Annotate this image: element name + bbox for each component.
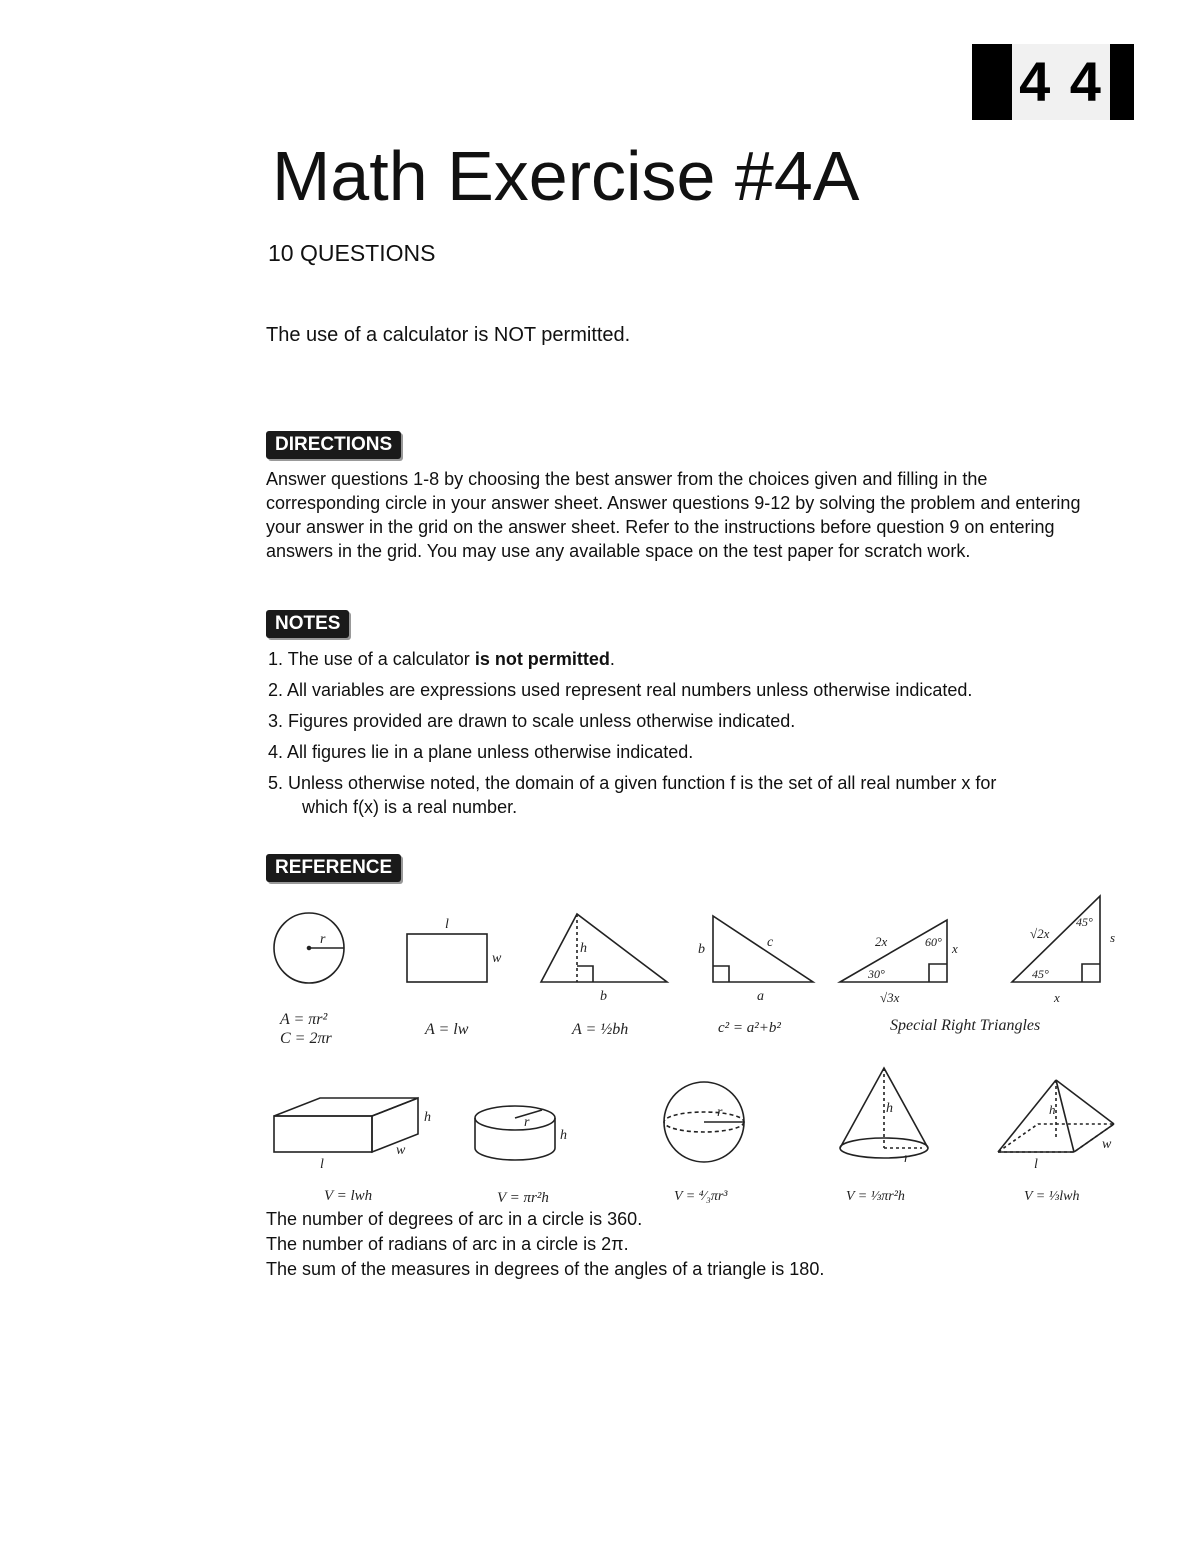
triangle-area-formula: A = ½bh: [572, 1021, 629, 1038]
tri454590-label-x: x: [1054, 990, 1060, 1005]
triangle-30-60-90-figure: [840, 920, 947, 982]
tri306090-label-30: 30°: [868, 967, 885, 981]
box-volume-formula: V = lwh: [324, 1188, 373, 1204]
tri454590-label-root2x: √2x: [1030, 926, 1050, 941]
special-right-triangles-caption: Special Right Triangles: [890, 1017, 1041, 1034]
notes-list: [268, 647, 1098, 826]
cone-volume-formula: V = ⅓πr²h: [846, 1189, 905, 1204]
rect-label-l: l: [445, 917, 449, 932]
tri306090-label-x: x: [952, 941, 958, 956]
note-number: 4.: [268, 742, 284, 762]
pyramid-label-w: w: [1102, 1137, 1112, 1152]
right-tri-label-a: a: [757, 989, 764, 1004]
cone-label-h: h: [886, 1101, 893, 1116]
cylinder-figure: [475, 1106, 555, 1160]
note-text: Unless otherwise noted, the domain of a given function f is the set of all real number x for: [288, 773, 997, 793]
tri306090-label-60: 60°: [925, 935, 942, 949]
note-text: The use of a calculator: [287, 649, 475, 669]
circle-figure: [274, 913, 344, 983]
box-label-w: w: [396, 1143, 406, 1158]
pyramid-figure: [998, 1080, 1114, 1152]
notes-label: NOTES: [266, 610, 349, 638]
note-text: All figures lie in a plane unless otherwise indicated.: [287, 742, 694, 762]
fact-triangle-sum: The sum of the measures in degrees of the angles of a triangle is 180.: [266, 1259, 825, 1279]
pyramid-volume-formula: V = ⅓lwh: [1024, 1189, 1080, 1204]
rectangle-figure: [407, 934, 487, 982]
note-text: All variables are expressions used represent real numbers unless otherwise indicated.: [287, 680, 973, 700]
page-title: Math Exercise #4A: [272, 137, 860, 215]
calculator-note: The use of a calculator is NOT permitted.: [266, 324, 631, 346]
triangle-45-45-90-figure: [1012, 896, 1100, 982]
tri454590-label-s: s: [1110, 930, 1116, 945]
directions-label: DIRECTIONS: [266, 431, 401, 459]
tab-bar-right: [1110, 44, 1134, 120]
tri454590-label-45-top: 45°: [1076, 915, 1093, 929]
circle-circumference-formula: C = 2πr: [280, 1030, 332, 1047]
note-tail: .: [609, 649, 615, 669]
sphere-label-r: r: [717, 1105, 723, 1120]
directions-text: Answer questions 1-8 by choosing the best answer from the choices given and filling in the corresponding circle in your answer sheet. Answer questions 9-12 by solving the problem and entering your answer in the grid on the answer sheet. Refer to the instructions before question 9 on entering answers in the grid. You may use any available space on the test paper for scratch work.: [266, 469, 1081, 561]
note-number: 2.: [268, 680, 284, 700]
page-number-tab: [972, 44, 1134, 120]
cylinder-label-h: h: [560, 1128, 567, 1143]
note-number: 3.: [268, 711, 284, 731]
pyramid-label-h: h: [1049, 1102, 1056, 1117]
pythagorean-formula: c² = a²+b²: [718, 1020, 781, 1036]
reference-label: REFERENCE: [266, 854, 401, 882]
note-text: Figures provided are drawn to scale unless otherwise indicated.: [288, 711, 796, 731]
fact-radians: The number of radians of arc in a circle is 2π.: [266, 1234, 629, 1254]
right-tri-label-c: c: [767, 935, 774, 950]
triangle-label-b: b: [600, 989, 607, 1004]
circle-area-formula: A = πr²: [280, 1011, 328, 1028]
triangle-label-h: h: [580, 941, 587, 956]
cone-figure: [840, 1068, 928, 1158]
note-number: 1.: [268, 649, 284, 669]
sphere-figure: [664, 1082, 744, 1162]
note-item: [268, 647, 1098, 671]
note-item: [268, 678, 1098, 702]
cone-label-r: r: [904, 1151, 910, 1166]
triangle-figure: [541, 914, 667, 982]
tri454590-label-45-bottom: 45°: [1032, 967, 1049, 981]
tri306090-label-2x: 2x: [875, 934, 888, 949]
right-tri-label-b: b: [698, 942, 705, 957]
question-count: 10 QUESTIONS: [268, 240, 436, 266]
note-continuation: which f(x) is a real number.: [302, 797, 518, 817]
note-item: [268, 740, 1098, 764]
reference-figures: [262, 886, 1142, 1206]
rect-area-formula: A = lw: [425, 1021, 469, 1038]
pyramid-label-l: l: [1034, 1157, 1038, 1172]
note-emphasis: is not permitted: [474, 649, 610, 669]
cylinder-label-r: r: [524, 1115, 530, 1130]
note-item: [268, 771, 1098, 819]
note-number: 5.: [268, 773, 284, 793]
note-item: [268, 709, 1098, 733]
box-label-h: h: [424, 1110, 431, 1125]
right-triangle-figure: [713, 916, 813, 982]
tri306090-label-root3x: √3x: [880, 990, 900, 1005]
cylinder-volume-formula: V = πr²h: [497, 1190, 549, 1206]
page-number: 4 4: [1012, 44, 1110, 120]
rect-label-w: w: [492, 951, 502, 966]
circle-label-r: r: [320, 932, 326, 947]
fact-degrees: The number of degrees of arc in a circle is 360.: [266, 1209, 643, 1229]
box-label-l: l: [320, 1157, 324, 1172]
tab-bar-left: [972, 44, 1012, 120]
reference-facts: [266, 1207, 824, 1282]
sphere-volume-formula: V = ⁴⁄₃πr³: [674, 1189, 728, 1204]
